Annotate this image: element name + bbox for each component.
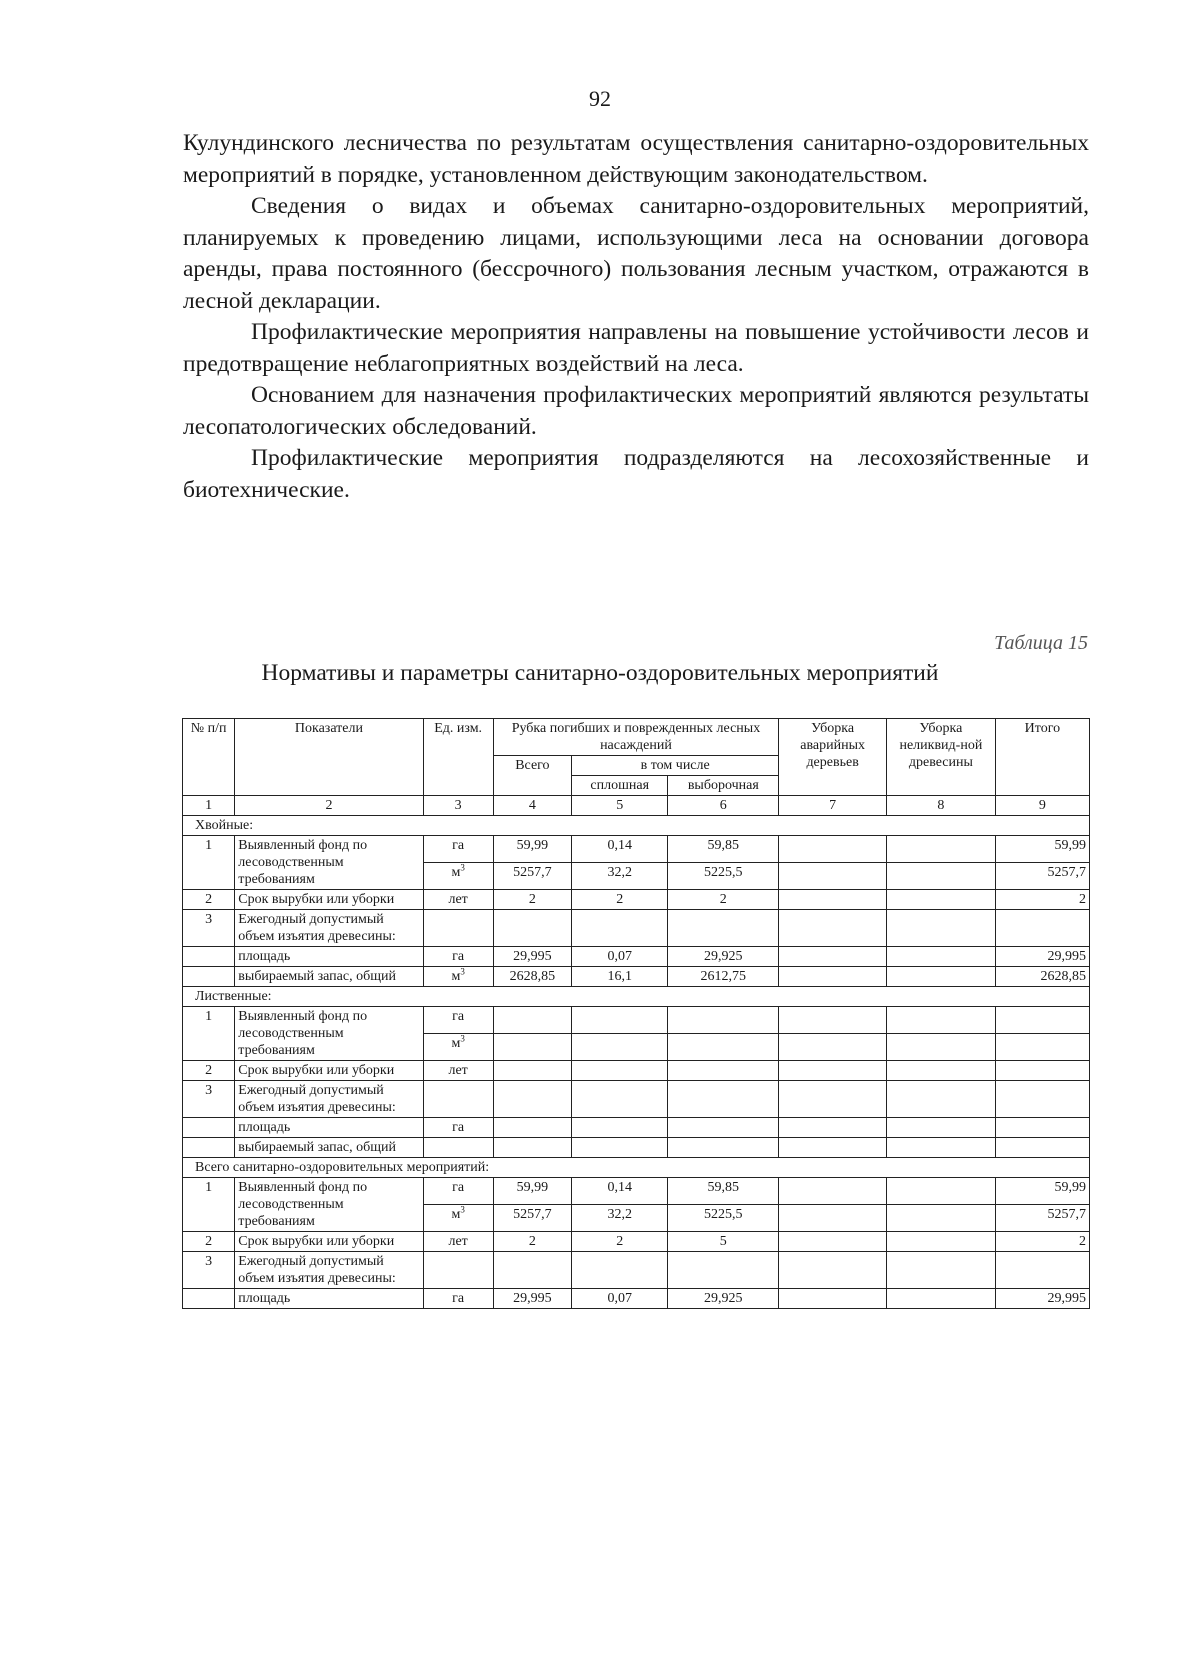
empty-cell	[995, 1061, 1089, 1081]
empty-cell	[493, 1138, 571, 1158]
value-cell: 59,85	[668, 836, 779, 863]
row-label: Срок вырубки или уборки	[235, 1232, 423, 1252]
empty-cell	[887, 1289, 996, 1309]
value-cell: 5225,5	[668, 863, 779, 890]
empty-cell	[668, 1118, 779, 1138]
header-indicator: Показатели	[235, 719, 423, 796]
empty-cell	[779, 1232, 887, 1252]
empty-cell	[779, 1178, 887, 1205]
value-cell: 5257,7	[995, 863, 1089, 890]
empty-cell	[779, 863, 887, 890]
empty-cell	[887, 1138, 996, 1158]
header-unit: Ед. изм.	[423, 719, 493, 796]
value-cell: 0,07	[572, 1289, 668, 1309]
empty-cell	[887, 1118, 996, 1138]
empty-cell	[887, 1252, 996, 1289]
empty-cell	[887, 836, 996, 863]
empty-cell	[779, 1252, 887, 1289]
table-row	[183, 1252, 1090, 1289]
empty-cell	[995, 1007, 1089, 1034]
empty-cell	[779, 836, 887, 863]
empty-cell	[779, 890, 887, 910]
paragraph: Основанием для назначения профилактических мероприятий являются результаты лесопатологических обследований.	[183, 382, 1089, 440]
value-cell: 5225,5	[668, 1205, 779, 1232]
empty-cell	[887, 947, 996, 967]
unit-cell: га	[423, 1178, 493, 1205]
row-label: выбираемый запас, общий	[235, 1138, 423, 1158]
row-num: 2	[183, 1061, 235, 1081]
empty-cell	[995, 1118, 1089, 1138]
empty-cell	[183, 967, 235, 987]
row-label: Выявленный фонд по лесоводственным требованиям	[235, 836, 423, 890]
unit-cell: лет	[423, 1232, 493, 1252]
value-cell: 5257,7	[995, 1205, 1089, 1232]
empty-cell	[668, 1034, 779, 1061]
empty-cell	[779, 1081, 887, 1118]
empty-cell	[668, 1061, 779, 1081]
value-cell: 16,1	[572, 967, 668, 987]
empty-cell	[572, 1118, 668, 1138]
value-cell: 2628,85	[995, 967, 1089, 987]
empty-cell	[995, 1138, 1089, 1158]
row-num: 2	[183, 890, 235, 910]
paragraph: Профилактические мероприятия направлены на повышение устойчивости лесов и предотвращение неблагоприятных воздействий на леса.	[183, 319, 1089, 377]
unit-cell: га	[423, 1289, 493, 1309]
body-text	[183, 128, 1089, 506]
table-row	[183, 1232, 1090, 1252]
table-row	[183, 1178, 1090, 1205]
row-label: Ежегодный допустимый объем изъятия древесины:	[235, 1252, 423, 1289]
empty-cell	[572, 1007, 668, 1034]
unit-cell: га	[423, 836, 493, 863]
empty-cell	[887, 1205, 996, 1232]
empty-cell	[493, 1061, 571, 1081]
empty-cell	[493, 1118, 571, 1138]
header-row	[183, 719, 1090, 756]
value-cell: 59,85	[668, 1178, 779, 1205]
table-row	[183, 1061, 1090, 1081]
table-row	[183, 910, 1090, 947]
table-row	[183, 1289, 1090, 1309]
table-row	[183, 1138, 1090, 1158]
row-label: площадь	[235, 1289, 423, 1309]
row-num: 2	[183, 1232, 235, 1252]
col-number: 3	[423, 796, 493, 816]
empty-cell	[572, 1252, 668, 1289]
empty-cell	[779, 1205, 887, 1232]
empty-cell	[887, 910, 996, 947]
empty-cell	[779, 1034, 887, 1061]
row-label: Выявленный фонд по лесоводственным требованиям	[235, 1178, 423, 1232]
empty-cell	[668, 1081, 779, 1118]
value-cell: 59,99	[995, 836, 1089, 863]
section-deciduous: Лиственные:	[183, 987, 1090, 1007]
table-row	[183, 1118, 1090, 1138]
empty-cell	[183, 1138, 235, 1158]
empty-cell	[779, 1289, 887, 1309]
empty-cell	[887, 863, 996, 890]
empty-cell	[887, 1081, 996, 1118]
value-cell: 2612,75	[668, 967, 779, 987]
empty-cell	[668, 1007, 779, 1034]
table-row	[183, 890, 1090, 910]
table-row	[183, 836, 1090, 863]
unit-cell: $м^3$	[423, 1205, 493, 1232]
header-felling: Рубка погибших и поврежденных лесных насаждений	[493, 719, 779, 756]
empty-cell	[668, 1138, 779, 1158]
col-number: 7	[779, 796, 887, 816]
row-num: 3	[183, 1252, 235, 1289]
empty-cell	[887, 1007, 996, 1034]
table-row	[183, 1007, 1090, 1034]
value-cell: 32,2	[572, 1205, 668, 1232]
header-sum: Итого	[995, 719, 1089, 796]
empty-cell	[572, 1061, 668, 1081]
row-label: Ежегодный допустимый объем изъятия древесины:	[235, 910, 423, 947]
value-cell: 29,995	[995, 947, 1089, 967]
value-cell: 2	[995, 890, 1089, 910]
row-label: площадь	[235, 947, 423, 967]
empty-cell	[995, 1081, 1089, 1118]
header-num: № п/п	[183, 719, 235, 796]
empty-cell	[995, 910, 1089, 947]
value-cell: 2	[995, 1232, 1089, 1252]
section-row	[183, 816, 1090, 836]
section-all: Всего санитарно-оздоровительных мероприятий:	[183, 1158, 1090, 1178]
empty-cell	[779, 967, 887, 987]
empty-cell	[779, 1061, 887, 1081]
empty-cell	[779, 1118, 887, 1138]
empty-cell	[668, 910, 779, 947]
empty-cell	[423, 1252, 493, 1289]
table-row	[183, 1081, 1090, 1118]
value-cell: 5257,7	[493, 863, 571, 890]
col-number: 2	[235, 796, 423, 816]
row-label: выбираемый запас, общий	[235, 967, 423, 987]
row-num: 1	[183, 1178, 235, 1232]
value-cell: 5	[668, 1232, 779, 1252]
empty-cell	[779, 910, 887, 947]
value-cell: 29,995	[493, 1289, 571, 1309]
row-label: Выявленный фонд по лесоводственным требованиям	[235, 1007, 423, 1061]
empty-cell	[887, 1178, 996, 1205]
empty-cell	[887, 1232, 996, 1252]
header-selective: выборочная	[668, 776, 779, 796]
norms-table	[182, 718, 1090, 1309]
col-number: 4	[493, 796, 571, 816]
value-cell: 0,07	[572, 947, 668, 967]
value-cell: 29,995	[995, 1289, 1089, 1309]
table-row	[183, 947, 1090, 967]
empty-cell	[668, 1252, 779, 1289]
empty-cell	[183, 1289, 235, 1309]
table-caption: Таблица 15	[994, 632, 1088, 654]
empty-cell	[423, 1081, 493, 1118]
value-cell: 2	[668, 890, 779, 910]
empty-cell	[183, 1118, 235, 1138]
empty-cell	[995, 1034, 1089, 1061]
paragraph: Профилактические мероприятия подразделяются на лесохозяйственные и биотехнические.	[183, 445, 1089, 503]
value-cell: 29,995	[493, 947, 571, 967]
empty-cell	[493, 1081, 571, 1118]
empty-cell	[493, 1252, 571, 1289]
header-windfall: Уборка аварийных деревьев	[779, 719, 887, 796]
row-label: площадь	[235, 1118, 423, 1138]
unit-cell: $м^3$	[423, 863, 493, 890]
unit-cell: $м^3$	[423, 967, 493, 987]
unit-cell: га	[423, 1118, 493, 1138]
table-title: Нормативы и параметры санитарно-оздоровительных мероприятий	[261, 660, 939, 686]
empty-cell	[887, 967, 996, 987]
empty-cell	[572, 1138, 668, 1158]
col-number: 6	[668, 796, 779, 816]
row-num: 1	[183, 1007, 235, 1061]
unit-cell: лет	[423, 890, 493, 910]
empty-cell	[423, 1138, 493, 1158]
unit-cell: лет	[423, 1061, 493, 1081]
unit-cell: $м^3$	[423, 1034, 493, 1061]
section-row	[183, 987, 1090, 1007]
value-cell: 29,925	[668, 1289, 779, 1309]
col-number: 8	[887, 796, 996, 816]
value-cell: 5257,7	[493, 1205, 571, 1232]
empty-cell	[572, 910, 668, 947]
empty-cell	[183, 947, 235, 967]
empty-cell	[779, 1138, 887, 1158]
value-cell: 0,14	[572, 1178, 668, 1205]
empty-cell	[995, 1252, 1089, 1289]
row-label: Срок вырубки или уборки	[235, 1061, 423, 1081]
section-conifer: Хвойные:	[183, 816, 1090, 836]
unit-cell: га	[423, 1007, 493, 1034]
col-number: 5	[572, 796, 668, 816]
empty-cell	[572, 1034, 668, 1061]
value-cell: 2	[572, 890, 668, 910]
paragraph: Кулундинского лесничества по результатам осуществления санитарно-оздоровительных мероприятий в порядке, установленном действующим законодательством.	[183, 130, 1089, 188]
value-cell: 2	[572, 1232, 668, 1252]
unit-cell: га	[423, 947, 493, 967]
header-clear: сплошная	[572, 776, 668, 796]
value-cell: 59,99	[493, 1178, 571, 1205]
value-cell: 59,99	[493, 836, 571, 863]
row-label: Срок вырубки или уборки	[235, 890, 423, 910]
empty-cell	[779, 947, 887, 967]
page-number: 92	[589, 86, 611, 111]
empty-cell	[423, 910, 493, 947]
value-cell: 0,14	[572, 836, 668, 863]
value-cell: 32,2	[572, 863, 668, 890]
value-cell: 2	[493, 890, 571, 910]
value-cell: 2628,85	[493, 967, 571, 987]
row-num: 3	[183, 910, 235, 947]
value-cell: 2	[493, 1232, 571, 1252]
section-row	[183, 1158, 1090, 1178]
empty-cell	[493, 1034, 571, 1061]
row-num: 1	[183, 836, 235, 890]
empty-cell	[572, 1081, 668, 1118]
col-number: 9	[995, 796, 1089, 816]
empty-cell	[887, 890, 996, 910]
empty-cell	[493, 1007, 571, 1034]
header-total: Всего	[493, 756, 571, 796]
paragraph: Сведения о видах и объемах санитарно-оздоровительных мероприятий, планируемых к проведению лицами, использующими леса на основании договора аренды, права постоянного (бессрочного) пользования лесным участком, отражаются в лесной декларации.	[183, 193, 1089, 314]
empty-cell	[887, 1061, 996, 1081]
row-label: Ежегодный допустимый объем изъятия древесины:	[235, 1081, 423, 1118]
value-cell: 59,99	[995, 1178, 1089, 1205]
column-number-row	[183, 796, 1090, 816]
table-row	[183, 967, 1090, 987]
row-num: 3	[183, 1081, 235, 1118]
empty-cell	[779, 1007, 887, 1034]
header-including: в том числе	[572, 756, 779, 776]
col-number: 1	[183, 796, 235, 816]
header-illiquid: Уборка неликвид-ной древесины	[887, 719, 996, 796]
empty-cell	[493, 910, 571, 947]
value-cell: 29,925	[668, 947, 779, 967]
empty-cell	[887, 1034, 996, 1061]
